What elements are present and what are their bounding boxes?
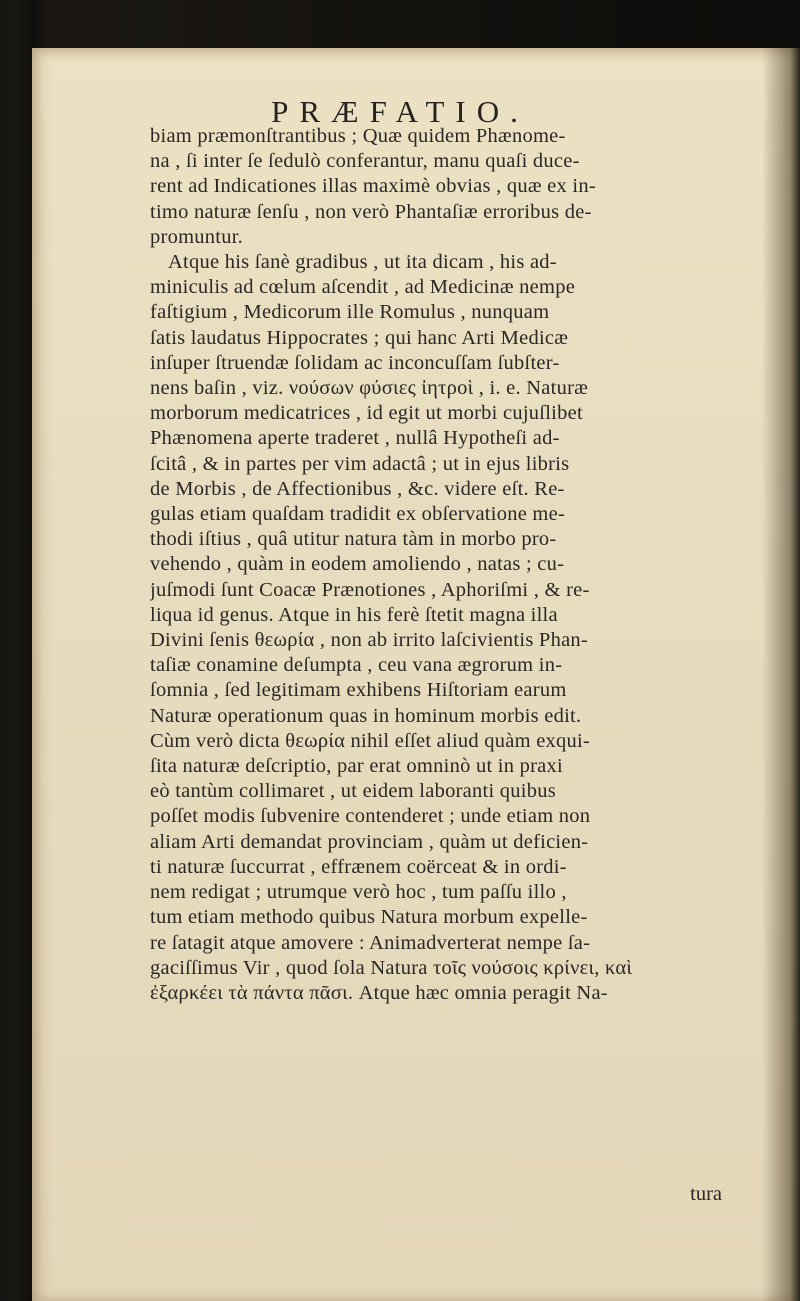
- text-line: taſiæ conamine deſumpta , ceu vana ægrorum in-: [150, 654, 563, 677]
- running-head: PRÆFATIO.: [271, 94, 529, 129]
- text-line: ſita naturæ deſcriptio, par erat omninò ut in praxi: [150, 755, 563, 778]
- text-line: vehendo , quàm in eodem amoliendo , natas ; cu-: [150, 553, 565, 576]
- text-line: tum etiam methodo quibus Natura morbum expelle-: [150, 906, 588, 929]
- text-line: biam præmonſtrantibus ; Quæ quidem Phænome-: [150, 125, 566, 147]
- text-line: na , ſi inter ſe ſedulò conferantur, manu quaſi duce-: [150, 150, 580, 173]
- body-text: [150, 124, 755, 1006]
- catchword: tura: [690, 1183, 722, 1205]
- text-line: ἐξαρκέει τὰ πάντα πᾶσι. Atque hæc omnia peragit Na-: [150, 981, 608, 1004]
- text-line: Naturæ operationum quas in hominum morbis edit.: [150, 704, 582, 727]
- text-line: re ſatagit atque amovere : Animadverterat nempe ſa-: [150, 931, 591, 954]
- text-line: aliam Arti demandat provinciam , quàm ut deficien-: [150, 830, 589, 853]
- text-line: nens baſin , viz. νούσων φύσιες ἰητροὶ , i. e. Naturæ: [150, 377, 589, 400]
- text-line: ſatis laudatus Hippocrates ; qui hanc Arti Medicæ: [150, 326, 569, 349]
- text-line: juſmodi ſunt Coacæ Prænotiones , Aphoriſmi , & re-: [150, 578, 590, 601]
- text-line: gulas etiam quaſdam tradidit ex obſervatione me-: [150, 503, 566, 526]
- text-line: ti naturæ ſuccurrat , effrænem coërceat & in ordi-: [150, 855, 567, 878]
- text-line: miniculis ad cœlum aſcendit , ad Medicinæ nempe: [150, 276, 576, 299]
- text-line: Divini ſenis θεωρία , non ab irrito laſcivientis Phan-: [150, 629, 589, 652]
- text-line: gaciſſimus Vir , quod ſola Natura τοῖς νούσοις κρίνει, καὶ: [150, 956, 633, 979]
- text-line: eò tantùm collimaret , ut eidem laboranti quibus: [150, 780, 556, 803]
- text-line: poſſet modis ſubvenire contenderet ; unde etiam non: [150, 805, 591, 828]
- text-line: rent ad Indicationes illas maximè obvias , quæ ex in-: [150, 175, 596, 198]
- text-line: inſuper ſtruendæ ſolidam ac inconcuſſam ſubſter-: [150, 351, 560, 374]
- text-line: liqua id genus. Atque in his ferè ſtetit magna illa: [150, 603, 558, 626]
- text-line: Phænomena aperte traderet , nullâ Hypotheſi ad-: [150, 427, 560, 450]
- text-line: nem redigat ; utrumque verò hoc , tum paſſu illo ,: [150, 881, 567, 904]
- text-line: Atque his ſanè gradibus , ut ita dicam , his ad-: [168, 251, 557, 274]
- text-line: ſomnia , ſed legitimam exhibens Hiſtoriam earum: [150, 679, 567, 702]
- text-line: Cùm verò dicta θεωρία nihil eſſet aliud quàm exqui-: [150, 729, 591, 752]
- text-line: thodi iſtius , quâ utitur natura tàm in morbo pro-: [150, 528, 557, 551]
- text-line: promuntur.: [150, 225, 244, 248]
- text-line: de Morbis , de Affectionibus , &c. videre eſt. Re-: [150, 477, 565, 500]
- text-line: faſtigium , Medicorum ille Romulus , nunquam: [150, 301, 550, 324]
- paper-leaf: [32, 48, 800, 1301]
- text-line: morborum medicatrices , id egit ut morbi cujuſlibet: [150, 402, 583, 425]
- text-line: timo naturæ ſenſu , non verò Phantaſiæ erroribus de-: [150, 200, 592, 223]
- text-line: ſcitâ , & in partes per vim adactâ ; ut in ejus libris: [150, 452, 570, 475]
